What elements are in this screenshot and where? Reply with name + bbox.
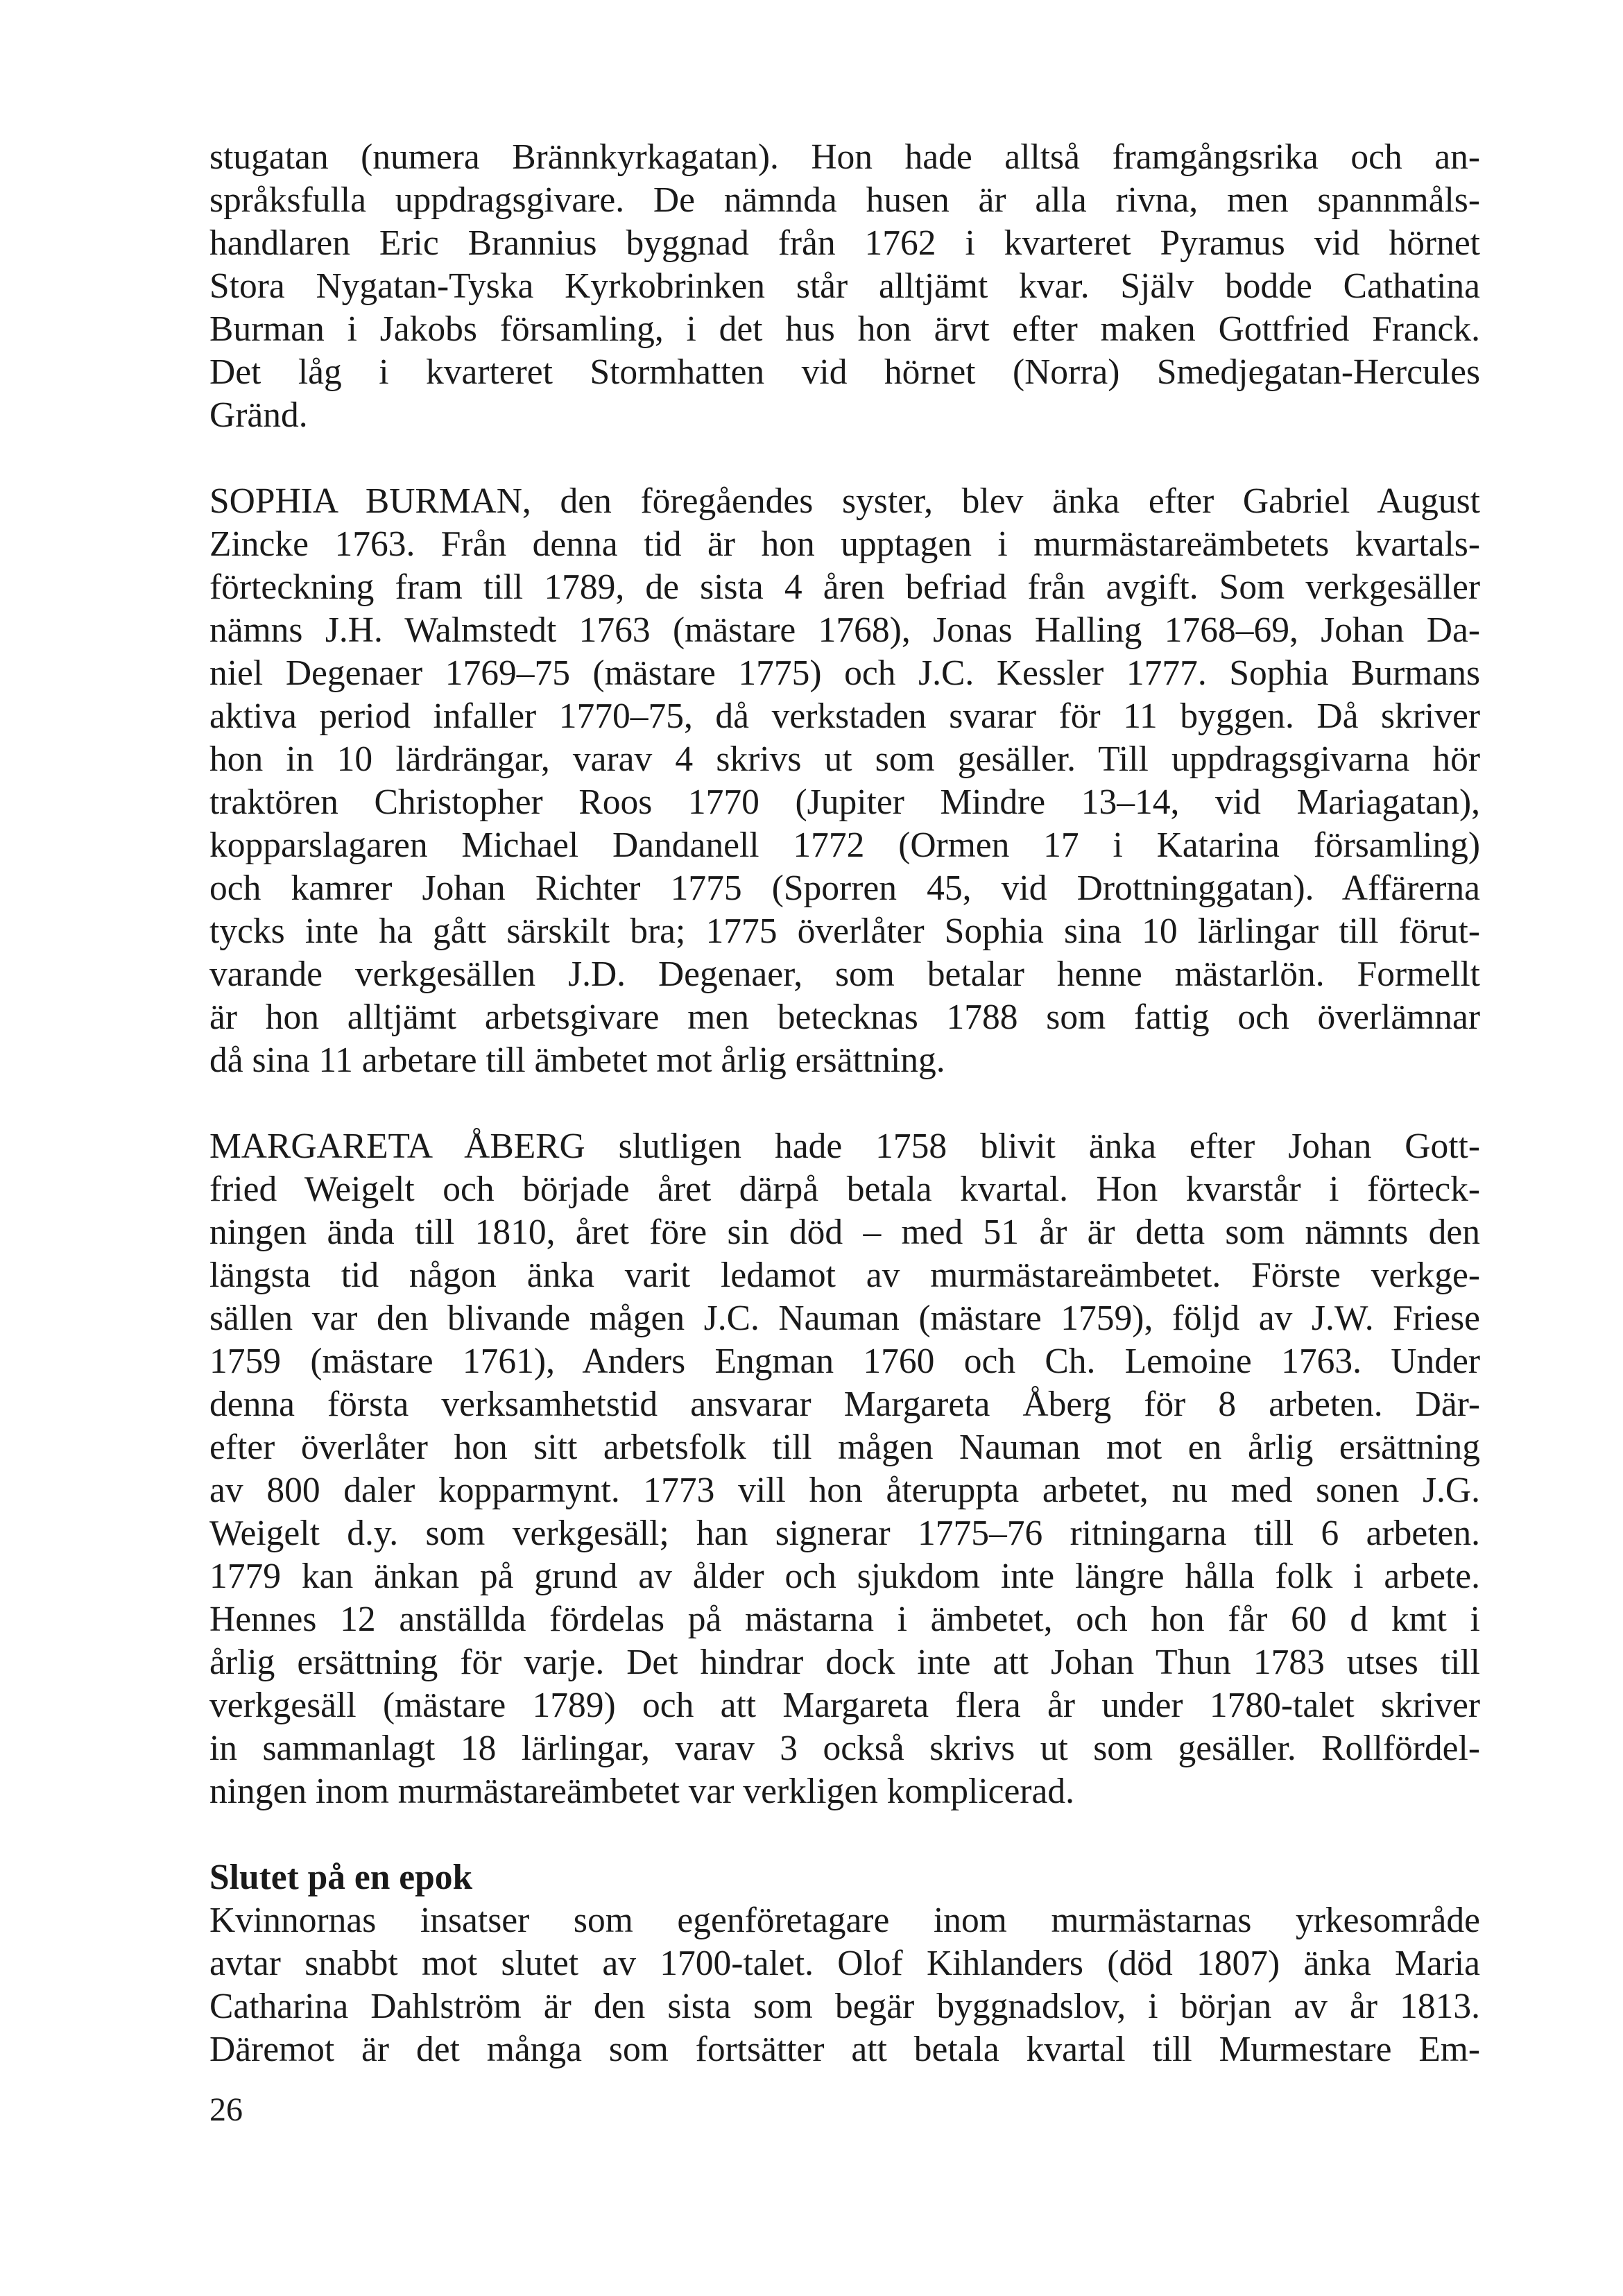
text-line: ningen ända till 1810, året före sin död – med 51 år är detta som nämnts den: [209, 1213, 1480, 1252]
text-line: Catharina Dahlström är den sista som begär byggnadslov, i början av år 1813.: [209, 1987, 1480, 2026]
paragraph-margareta-aberg: [209, 1125, 1480, 1813]
text-line: tycks inte ha gått särskilt bra; 1775 överlåter Sophia sina 10 lärlingar till förut-: [209, 911, 1480, 951]
text-line: Däremot är det många som fortsätter att betala kvartal till Murmestare Em-: [209, 2030, 1480, 2069]
text-line: traktören Christopher Roos 1770 (Jupiter Mindre 13–14, vid Mariagatan),: [209, 782, 1480, 822]
text-line: förteckning fram till 1789, de sista 4 åren befriad från avgift. Som verkgesäller: [209, 567, 1480, 607]
text-line: aktiva period infaller 1770–75, då verkstaden svarar för 11 byggen. Då skriver: [209, 696, 1480, 736]
paragraph-section-intro: [209, 1899, 1480, 2071]
text-line: kopparslagaren Michael Dandanell 1772 (Ormen 17 i Katarina församling): [209, 825, 1480, 865]
text-line: 1779 kan änkan på grund av ålder och sjukdom inte längre hålla folk i arbete.: [209, 1557, 1480, 1596]
text-line: årlig ersättning för varje. Det hindrar dock inte att Johan Thun 1783 utses till: [209, 1643, 1480, 1682]
text-line: verkgesäll (mästare 1789) och att Margareta flera år under 1780-talet skriver: [209, 1686, 1480, 1725]
paragraph-sophia-burman: [209, 480, 1480, 1082]
text-line: in sammanlagt 18 lärlingar, varav 3 också skrivs ut som gesäller. Rollfördel-: [209, 1729, 1480, 1768]
text-line: av 800 daler kopparmynt. 1773 vill hon återuppta arbetet, nu med sonen J.G.: [209, 1471, 1480, 1510]
text-line: 1759 (mästare 1761), Anders Engman 1760 och Ch. Lemoine 1763. Under: [209, 1342, 1480, 1381]
text-line: SOPHIA BURMAN, den föregåendes syster, blev änka efter Gabriel August: [209, 481, 1480, 521]
text-line: språksfulla uppdragsgivare. De nämnda husen är alla rivna, men spannmåls-: [209, 180, 1480, 220]
text-line: Kvinnornas insatser som egenföretagare inom murmästarnas yrkesområde: [209, 1901, 1480, 1940]
text-line: Hennes 12 anställda fördelas på mästarna i ämbetet, och hon får 60 d kmt i: [209, 1600, 1480, 1639]
paragraph-gap: [209, 1082, 1480, 1125]
text-line: Burman i Jakobs församling, i det hus hon ärvt efter maken Gottfried Franck.: [209, 309, 1480, 349]
paragraph-gap: [209, 437, 1480, 480]
page-number: 26: [209, 2091, 243, 2128]
text-line: niel Degenaer 1769–75 (mästare 1775) och J.C. Kessler 1777. Sophia Burmans: [209, 653, 1480, 693]
text-line: denna första verksamhetstid ansvarar Margareta Åberg för 8 arbeten. Där-: [209, 1385, 1480, 1424]
text-line: efter överlåter hon sitt arbetsfolk till mågen Nauman mot en årlig ersättning: [209, 1428, 1480, 1467]
text-line: ningen inom murmästareämbetet var verkligen komplicerad.: [209, 1772, 1075, 1811]
text-line: Gränd.: [209, 395, 308, 435]
text-line: sällen var den blivande mågen J.C. Nauman (mästare 1759), följd av J.W. Friese: [209, 1299, 1480, 1338]
text-line: varande verkgesällen J.D. Degenaer, som betalar henne mästarlön. Formellt: [209, 954, 1480, 994]
section-heading: Slutet på en epok: [209, 1858, 473, 1897]
text-line: Weigelt d.y. som verkgesäll; han signerar 1775–76 ritningarna till 6 arbeten.: [209, 1514, 1480, 1553]
text-line: Stora Nygatan-Tyska Kyrkobrinken står alltjämt kvar. Själv bodde Cathatina: [209, 266, 1480, 306]
text-line: nämns J.H. Walmstedt 1763 (mästare 1768), Jonas Halling 1768–69, Johan Da-: [209, 610, 1480, 650]
page-body: [209, 136, 1480, 2071]
text-line: är hon alltjämt arbetsgivare men betecknas 1788 som fattig och överlämnar: [209, 997, 1480, 1037]
text-line: och kamrer Johan Richter 1775 (Sporren 45, vid Drottninggatan). Affärerna: [209, 868, 1480, 908]
text-line: längsta tid någon änka varit ledamot av murmästareämbetet. Förste verkge-: [209, 1256, 1480, 1295]
text-line: avtar snabbt mot slutet av 1700-talet. Olof Kihlanders (död 1807) änka Maria: [209, 1944, 1480, 1983]
text-line: hon in 10 lärdrängar, varav 4 skrivs ut som gesäller. Till uppdragsgivarna hör: [209, 739, 1480, 779]
text-line: Det låg i kvarteret Stormhatten vid hörnet (Norra) Smedjegatan-Hercules: [209, 352, 1480, 392]
text-line: handlaren Eric Brannius byggnad från 1762 i kvarteret Pyramus vid hörnet: [209, 223, 1480, 263]
text-line: fried Weigelt och började året därpå betala kvartal. Hon kvarstår i förteck-: [209, 1170, 1480, 1209]
paragraph-gap: [209, 1813, 1480, 1856]
text-line: stugatan (numera Brännkyrkagatan). Hon hade alltså framgångsrika och an-: [209, 137, 1480, 177]
text-line: då sina 11 arbetare till ämbetet mot årlig ersättning.: [209, 1040, 945, 1080]
text-line: MARGARETA ÅBERG slutligen hade 1758 blivit änka efter Johan Gott-: [209, 1126, 1480, 1166]
text-line: Zincke 1763. Från denna tid är hon upptagen i murmästareämbetets kvartals-: [209, 524, 1480, 564]
paragraph-brannius: [209, 136, 1480, 437]
